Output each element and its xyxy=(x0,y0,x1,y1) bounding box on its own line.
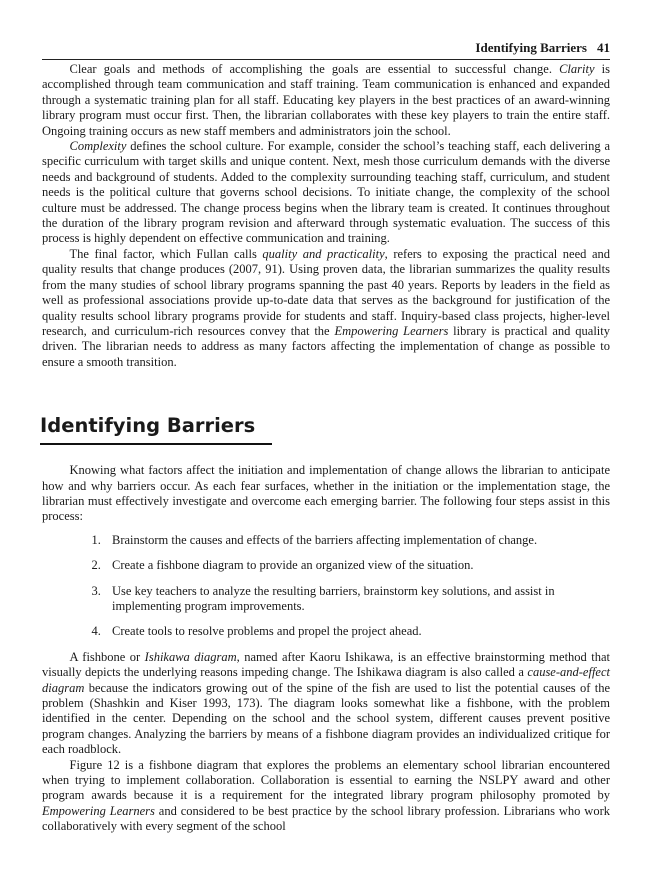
page-body xyxy=(42,62,610,835)
text-run: , named after Kaoru Ishikawa, is an effective brainstorming method that visually depicts the underlying reasons impeding change. The Ishikawa diagram is also called a xyxy=(42,649,610,680)
section-body xyxy=(42,463,610,835)
text-run: because the indicators growing out of the spine of the fish are used to list the potential causes of the problem (Shashkin and Kiser 1993, 173). The diagram looks somewhat like a fishbone, with the problem identified in the center. Depending on the school and the school system, different causes prevent positive program changes. Analyzing the barriers by means of a fishbone diagram provides an individualized critique for each roadblock. xyxy=(42,680,610,757)
text-run: A fishbone or xyxy=(69,649,145,664)
paragraph-clarity xyxy=(42,62,610,139)
paragraph-quality xyxy=(42,247,610,370)
italic-term: Empowering Learners xyxy=(334,323,449,338)
italic-term: Ishikawa diagram xyxy=(144,649,237,664)
text-run: is accomplished through team communication and staff training. Team communication is enhanced and expanded through a systematic training plan for all staff. Educating key players in the best practices of an award-winning library program must occur first. Then, the librarian collaborates with these key players to train the entire staff. Ongoing training occurs as new staff members and administrators join the school. xyxy=(42,62,610,138)
text-run: library is practical and quality driven. The librarian needs to address as many factors affecting the implementation of change as possible to ensure a smooth transition. xyxy=(42,323,610,369)
running-title: Identifying Barriers xyxy=(475,40,587,55)
text-run: , refers to exposing the practical need and quality results that change produces (2007, 91). Using proven data, the librarian summarizes the quality results from the many studies of school library programs spanning the past 40 years. Reports by leaders in the field as well as professional associations provide up-to-date data that serves as the background for justification of the quality results school library programs provide for students and staff. Inquiry-based class projects, higher-level research, and curriculum-rich resources convey that the xyxy=(42,246,611,338)
text-run: Clear goals and methods of accomplishing the goals are essential to successful change. xyxy=(69,62,560,76)
list-item: 3. Use key teachers to analyze the resulting barriers, brainstorm key solutions, and assist in implementing program improvements. xyxy=(104,584,610,615)
section-heading: Identifying Barriers xyxy=(40,414,272,445)
list-item: 2. Create a fishbone diagram to provide an organized view of the situation. xyxy=(104,558,610,573)
list-item: 4. Create tools to resolve problems and propel the project ahead. xyxy=(104,624,610,639)
running-header xyxy=(42,40,610,60)
text-run: and considered to be best practice by the school library profession. Librarians who work collaboratively with every segment of the school xyxy=(42,803,610,834)
italic-term: cause-and-effect diagram xyxy=(42,665,610,695)
list-item: 1. Brainstorm the causes and effects of the barriers affecting implementation of change. xyxy=(104,533,610,548)
text-run: The final factor, which Fullan calls xyxy=(69,246,263,261)
paragraph-complexity xyxy=(42,139,610,247)
page-number: 41 xyxy=(597,40,610,55)
paragraph-barriers-intro: Knowing what factors affect the initiation and implementation of change allows the librarian to anticipate how and why barriers occur. As each fear surfaces, whether in the initiation or the implementation stage, the librarian must effectively investigate and overcome each emerging barrier. The following four steps assist in this process: xyxy=(42,463,610,524)
steps-list xyxy=(42,533,610,640)
italic-term: Empowering Learners xyxy=(42,803,155,818)
paragraph-fishbone xyxy=(42,650,610,758)
italic-term: Clarity xyxy=(559,62,595,76)
italic-term: quality and practicality xyxy=(262,246,385,261)
italic-term: Complexity xyxy=(69,139,127,154)
paragraph-figure-12 xyxy=(42,758,610,835)
text-run: Figure 12 is a fishbone diagram that explores the problems an elementary school librarian encountered when trying to implement collaboration. Collaboration is essential to earning the NSLPY award and other program awards because it is a requirement for the integrated library program philosophy promoted by xyxy=(42,757,610,803)
text-run: defines the school culture. For example, consider the school’s teaching staff, each delivering a specific curriculum with target skills and unique content. Next, mesh those curriculum demands with the diverse needs and background of students. Added to the complexity surrounding teaching staff, curriculum, and student needs is the political culture that governs school decisions. To initiate change, the complexity of the school culture must be addressed. The change process begins when the library team is created. It continues throughout the duration of the library program revision and afterward through systematic evaluation. The success of this process is highly dependent on effective communication and training. xyxy=(42,139,610,246)
